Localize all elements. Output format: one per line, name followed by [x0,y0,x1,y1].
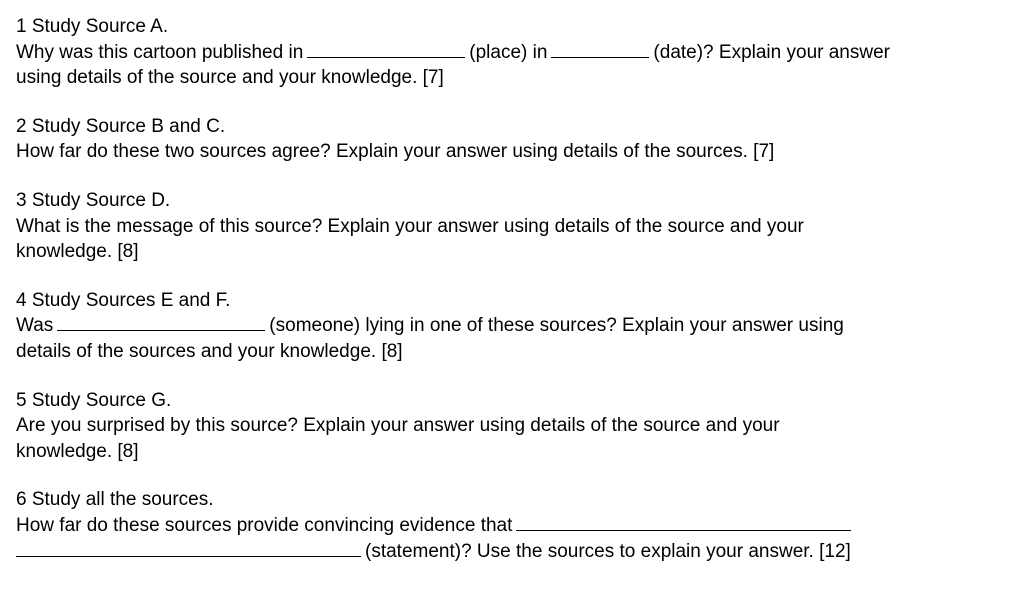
question-6-text-b: (statement)? Use the sources to explain your answer. [12] [365,540,851,562]
question-3-continuation: knowledge. [8] [16,241,139,263]
statement-blank-1[interactable] [516,529,851,531]
question-2-prompt: How far do these two sources agree? Explain your answer using details of the sources. [7] [16,141,775,163]
question-4-text-b: (someone) lying in one of these sources? Explain your answer using [269,315,844,337]
question-2 [16,114,1016,165]
question-2-heading: 2 Study Source B and C. [16,115,226,137]
question-5-heading: 5 Study Source G. [16,389,172,411]
question-1-prompt [16,40,1016,66]
question-4 [16,288,1016,365]
worksheet [16,14,1016,587]
question-4-prompt [16,313,1016,339]
question-5-continuation: knowledge. [8] [16,440,139,462]
place-blank[interactable] [307,56,465,58]
question-5 [16,388,1016,465]
question-4-continuation: details of the sources and your knowledge. [8] [16,340,403,362]
someone-blank[interactable] [57,329,265,331]
question-4-text-a: Was [16,315,54,337]
question-3-heading: 3 Study Source D. [16,189,171,211]
question-1-heading: 1 Study Source A. [16,16,169,37]
question-6 [16,487,1016,564]
question-1 [16,14,1016,91]
question-1-text-b: (place) in [469,41,548,63]
statement-blank-2[interactable] [16,555,361,557]
question-1-text-c: (date)? Explain your answer [653,41,890,63]
question-6-continuation [16,539,1016,565]
question-6-text-a: How far do these sources provide convincing evidence that [16,514,513,536]
question-6-prompt [16,513,1016,539]
question-3 [16,188,1016,265]
question-1-continuation: using details of the source and your knowledge. [7] [16,67,444,89]
question-1-text-a: Why was this cartoon published in [16,41,304,63]
question-5-prompt: Are you surprised by this source? Explain your answer using details of the source and your [16,415,780,437]
question-4-heading: 4 Study Sources E and F. [16,289,231,311]
question-6-heading: 6 Study all the sources. [16,489,214,511]
date-blank[interactable] [551,56,649,58]
question-3-prompt: What is the message of this source? Explain your answer using details of the source and your [16,215,804,237]
